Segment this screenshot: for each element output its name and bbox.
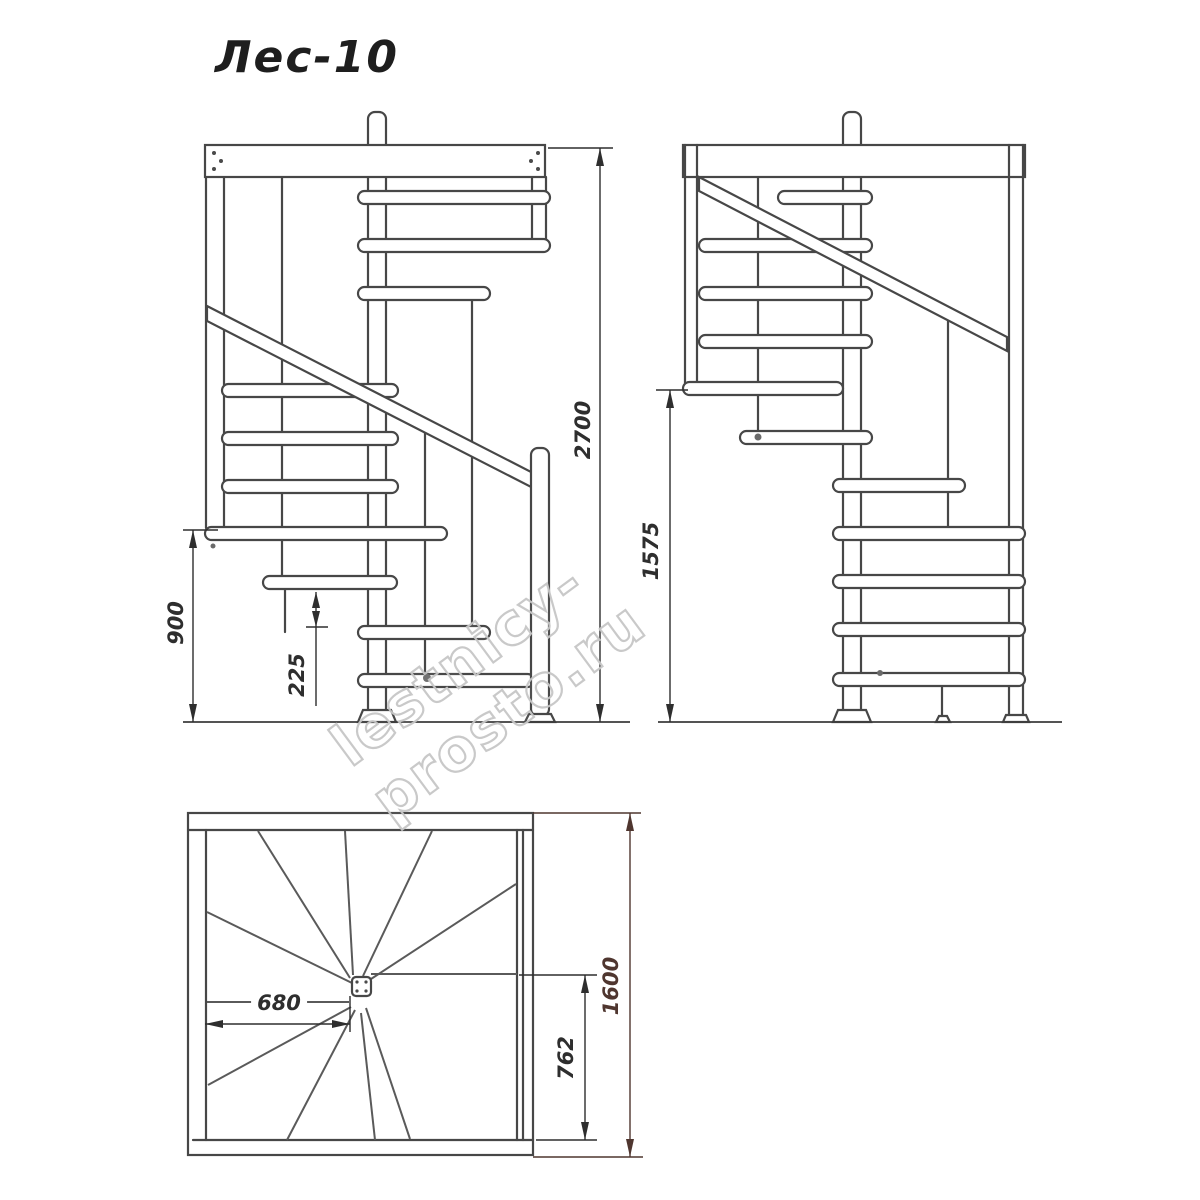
top-beam: [683, 145, 1025, 177]
tread: [222, 480, 398, 493]
watermark: lestnicy-prosto.ru: [318, 548, 659, 835]
newel-post-base: [525, 714, 555, 722]
dim-opening-depth: 762: [554, 1036, 578, 1080]
plan-view: [188, 813, 533, 1155]
tread: [699, 287, 872, 300]
screw: [212, 151, 216, 155]
tread: [263, 576, 397, 589]
tread: [833, 575, 1025, 588]
tread: [358, 626, 490, 639]
tread: [833, 527, 1025, 540]
landing-step: [683, 382, 843, 395]
tread: [358, 239, 550, 252]
tread: [833, 479, 965, 492]
dimension-1600: [533, 813, 643, 1157]
center-post-base: [358, 710, 396, 722]
weld-joint: [211, 544, 216, 549]
front-elevation-view: [183, 112, 630, 722]
tread: [699, 335, 872, 348]
newel-post: [531, 448, 549, 716]
weld-joint: [423, 674, 431, 682]
dim-tread-width: 680: [251, 991, 307, 1015]
dim-total-height: 2700: [571, 400, 595, 460]
tread: [205, 527, 447, 540]
center-post-plan: [352, 977, 371, 996]
tread: [833, 623, 1025, 636]
top-beam: [205, 145, 545, 177]
tread: [358, 287, 490, 300]
right-post-base: [1003, 715, 1029, 722]
dim-plan-size: 1600: [599, 956, 623, 1016]
dim-step-rise: 225: [285, 653, 309, 697]
dim-entry-height: 900: [164, 601, 188, 645]
tread: [222, 432, 398, 445]
tread: [778, 191, 872, 204]
tread: [699, 239, 872, 252]
weld-joint: [877, 670, 883, 676]
tread: [358, 191, 550, 204]
tread: [833, 673, 1025, 686]
drawing-title: Лес-10: [215, 32, 399, 83]
center-post-base: [833, 710, 871, 722]
tread: [358, 674, 534, 687]
side-elevation-view: [658, 112, 1062, 722]
weld-joint: [755, 434, 762, 441]
dim-landing-height: 1575: [639, 521, 663, 581]
